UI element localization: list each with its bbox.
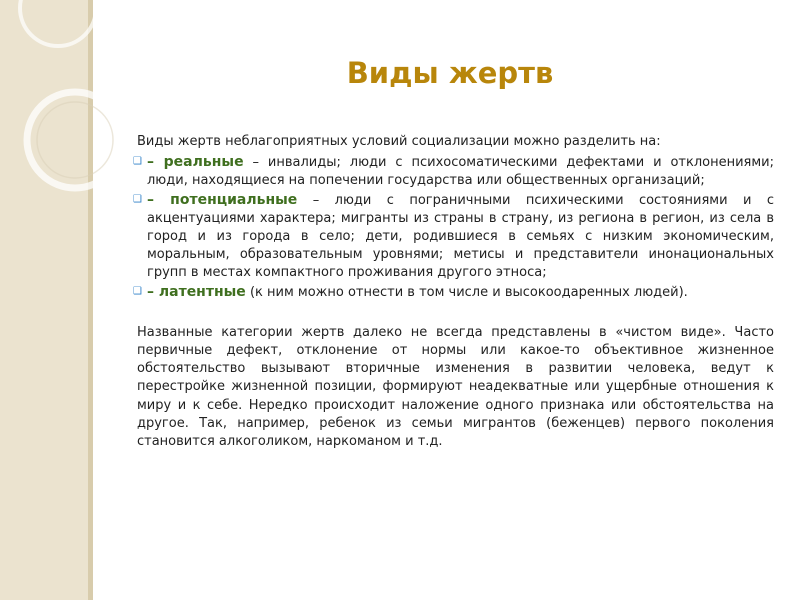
square-bullet-icon: ❑	[133, 156, 142, 168]
term-real: – реальные	[147, 154, 244, 171]
slide-body	[133, 133, 774, 451]
square-bullet-icon: ❑	[133, 193, 142, 205]
ring-top	[20, 0, 96, 46]
list-item	[133, 153, 774, 190]
summary-paragraph: Названные категории жертв далеко не всегда представлены в «чистом виде». Часто первичные дефект, отклонение от нормы или какое-то объективное жизненное обстоятельство вызывают вторичные изменения в развитии человека, ведут к перестройке жизненной позиции, формируют неадекватные или ущербные отношения к миру и к себе. Нередко происходит наложение одного признака или обстоятельства на другое. Так, например, ребенок из семьи мигрантов (беженцев) первого поколения становится алкоголиком, наркоманом и т.д.	[137, 324, 774, 450]
list-item	[133, 191, 774, 283]
item-text: – люди с пограничными психическими состояниями и с акцентуациями характера; мигранты из страны в страну, из региона в регион, из села в город и из города в село; дети, родившиеся в семьях с низким экономическим, моральным, образовательным уровнями; метисы и представители инонациональных групп в местах компактного проживания другого этноса;	[147, 192, 774, 281]
slide-title: Виды жертв	[346, 56, 554, 90]
ring-inner	[37, 102, 113, 178]
item-text: – инвалиды; люди с психосоматическими дефектами и отклонениями; люди, находящиеся на попечении государства или общественных организаций;	[147, 155, 774, 189]
term-potential: – потенциальные	[147, 191, 298, 208]
item-text: (к ним можно отнести в том числе и высокоодаренных людей).	[245, 284, 688, 300]
decorative-rings	[0, 0, 130, 220]
square-bullet-icon: ❑	[133, 285, 142, 297]
ring-large	[27, 92, 123, 188]
list-item	[133, 283, 774, 302]
intro-text: Виды жертв неблагоприятных условий социализации можно разделить на:	[137, 134, 661, 149]
term-latent: – латентные	[147, 283, 246, 300]
